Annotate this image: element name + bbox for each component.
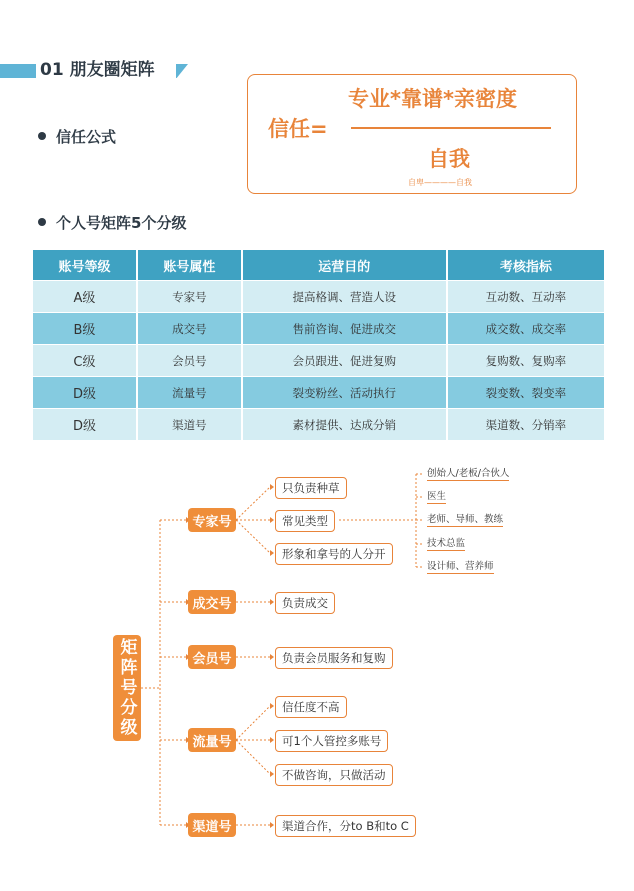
leaf-node: 可1个人管控多账号: [275, 730, 388, 752]
category-channel: 渠道号: [188, 813, 236, 837]
table-cell: 渠道数、分销率: [448, 408, 604, 440]
table-cell: 渠道号: [138, 408, 243, 440]
table-cell: D级: [33, 408, 138, 440]
table-cell: D级: [33, 376, 138, 408]
type-item: 创始人/老板/合伙人: [427, 465, 509, 481]
table-cell: 裂变数、裂变率: [448, 376, 604, 408]
leaf-node: 常见类型: [275, 510, 335, 532]
table-cell: 复购数、复购率: [448, 344, 604, 376]
table-cell: 会员号: [138, 344, 243, 376]
formula-numerator: 专业*靠谱*亲密度: [348, 87, 517, 111]
category-deal: 成交号: [188, 590, 236, 614]
type-item: 医生: [427, 488, 446, 504]
column-header: 考核指标: [448, 250, 604, 280]
type-item: 设计师、营养师: [427, 558, 494, 574]
leaf-node: 渠道合作，分to B和to C: [275, 815, 416, 837]
table-cell: 专家号: [138, 280, 243, 312]
column-header: 账号等级: [33, 250, 138, 280]
section-title: 01 朋友圈矩阵: [40, 55, 161, 80]
table-cell: 售前咨询、促进成交: [243, 312, 448, 344]
formula-left: 信任=: [268, 117, 328, 141]
table-cell: 成交号: [138, 312, 243, 344]
table-cell: 互动数、互动率: [448, 280, 604, 312]
leaf-node: 负责会员服务和复购: [275, 647, 393, 669]
column-header: 运营目的: [243, 250, 448, 280]
trust-heading: 信任公式: [56, 128, 117, 146]
leaf-node: 信任度不高: [275, 696, 347, 718]
table-cell: A级: [33, 280, 138, 312]
leaf-node: 只负责种草: [275, 477, 347, 499]
leaf-node: 不做咨询，只做活动: [275, 764, 393, 786]
category-member: 会员号: [188, 645, 236, 669]
column-header: 账号属性: [138, 250, 243, 280]
formula-denominator: 自我: [428, 147, 470, 171]
table-cell: 裂变粉丝、活动执行: [243, 376, 448, 408]
table-cell: C级: [33, 344, 138, 376]
table-cell: 提高格调、营造人设: [243, 280, 448, 312]
table-cell: 成交数、成交率: [448, 312, 604, 344]
table-cell: B级: [33, 312, 138, 344]
formula-note: 自卑————自我: [408, 178, 472, 187]
matrix-heading: 个人号矩阵5个分级: [56, 214, 187, 232]
table-cell: 素材提供、达成分销: [243, 408, 448, 440]
leaf-node: 负责成交: [275, 592, 335, 614]
category-traffic: 流量号: [188, 728, 236, 752]
mindmap-root: 矩阵号分级: [113, 635, 141, 741]
category-expert: 专家号: [188, 508, 236, 532]
type-item: 老师、导师、教练: [427, 511, 503, 527]
leaf-node: 形象和拿号的人分开: [275, 543, 393, 565]
table-cell: 流量号: [138, 376, 243, 408]
table-cell: 会员跟进、促进复购: [243, 344, 448, 376]
type-item: 技术总监: [427, 535, 465, 551]
